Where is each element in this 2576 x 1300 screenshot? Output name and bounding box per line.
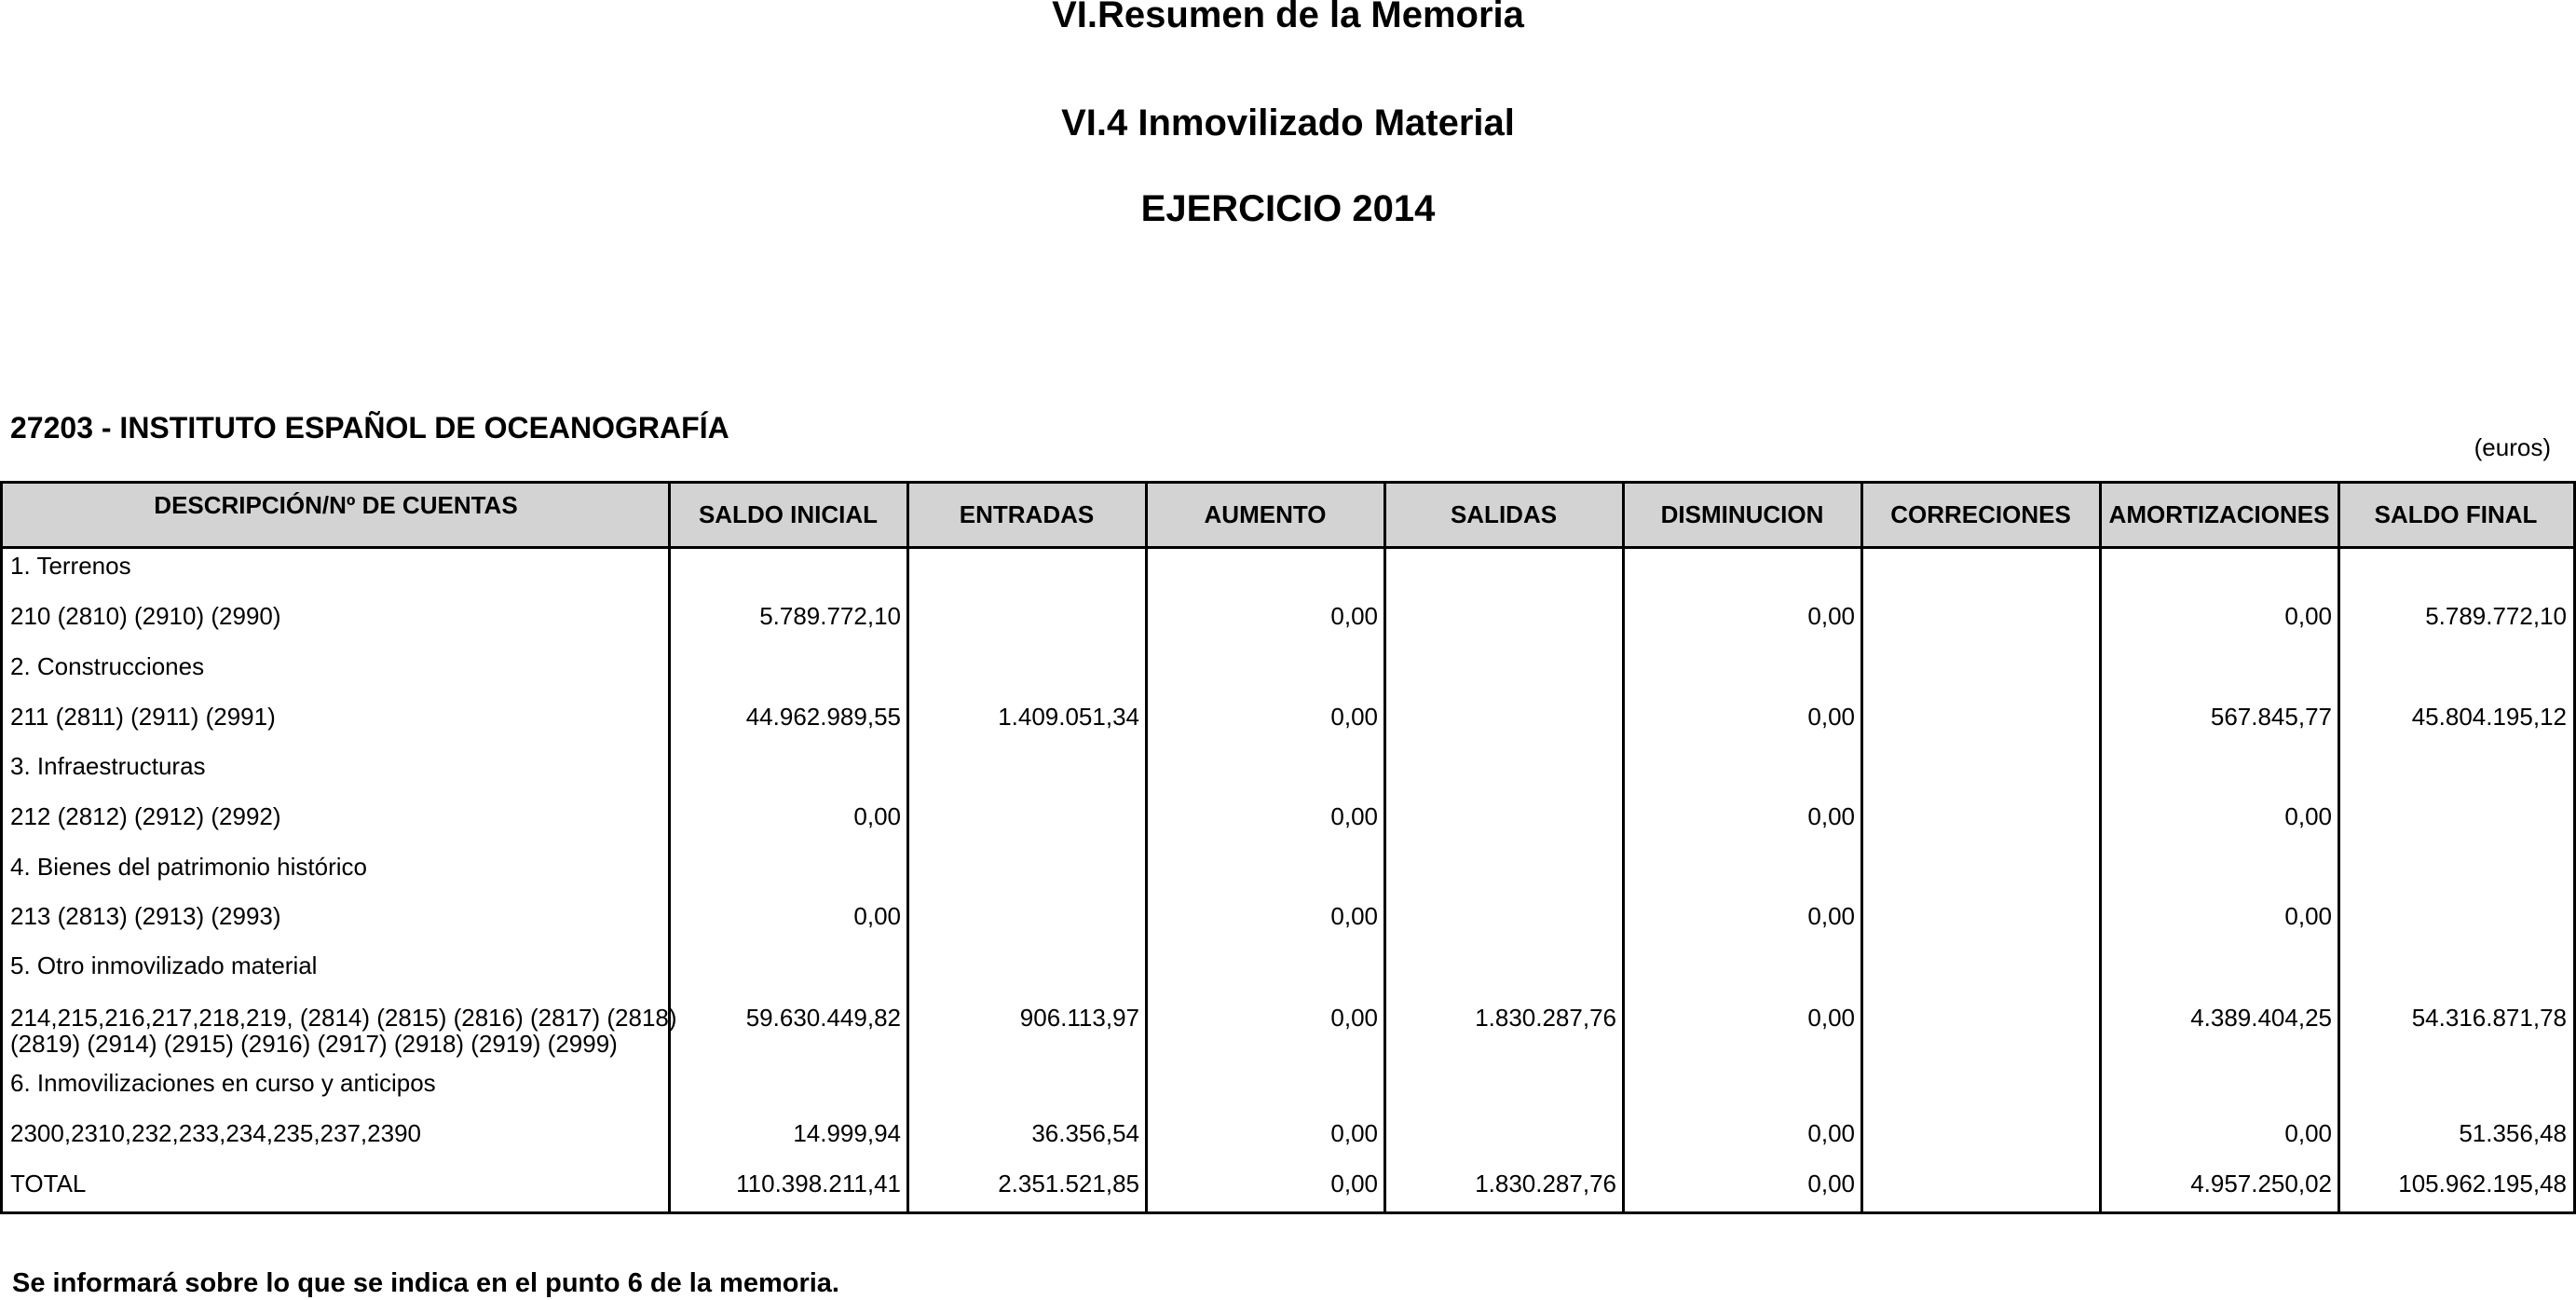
value-cell: 4.957.250,02 [2190,1170,2332,1197]
row-description: 6. Inmovilizaciones en curso y anticipos [10,1069,436,1097]
value-cell: 0,00 [1330,902,1378,930]
row-description: 5. Otro inmovilizado material [10,951,318,979]
value-cell: 1.830.287,76 [1475,1170,1616,1197]
value-cell: 5.789.772,10 [2425,602,2567,630]
value-cell: 0,00 [1807,602,1855,630]
value-cell: 0,00 [1807,1119,1855,1147]
footnote: Se informará sobre lo que se indica en el punto 6 de la memoria. [12,1268,839,1298]
value-cell: 0,00 [1330,1119,1378,1147]
row-description [10,1170,86,1197]
column-divider [2099,484,2102,1211]
row-description [10,1120,421,1146]
fiscal-year-title: EJERCICIO 2014 [1140,188,1436,229]
value-cell: 0,00 [1807,802,1855,830]
column-divider [1860,484,1863,1211]
row-description [10,603,281,629]
value-cell: 0,00 [2284,902,2332,930]
entity-name: 27203 - INSTITUTO ESPAÑOL DE OCEANOGRAFÍA [10,411,729,445]
row-description-line: (2819) (2914) (2915) (2916) (2917) (2918) (2919) (2999) [10,1030,618,1058]
column-divider [1145,484,1148,1211]
column-divider [2337,484,2340,1211]
column-divider [906,484,909,1211]
value-cell: 44.962.989,55 [745,703,901,731]
value-cell: 105.962.195,48 [2398,1170,2567,1197]
row-description [10,803,281,829]
value-cell: 54.316.871,78 [2411,1004,2567,1032]
column-header: DISMINUCION [1660,500,1824,528]
value-cell: 0,00 [1807,902,1855,930]
value-cell: 1.830.287,76 [1475,1004,1616,1032]
column-header: CORRECIONES [1890,500,2071,528]
column-header: SALDO FINAL [2374,500,2538,528]
value-cell: 51.356,48 [2459,1119,2567,1147]
column-header: AMORTIZACIONES [2108,500,2330,528]
table-body [3,484,2573,1211]
table-header-row [3,484,2573,549]
row-description-line: 211 (2811) (2911) (2991) [10,703,276,731]
column-divider [668,484,671,1211]
row-description: 3. Infraestructuras [10,752,206,780]
column-header: SALDO INICIAL [698,500,879,528]
column-divider [1383,484,1386,1211]
value-cell: 0,00 [1330,1170,1378,1197]
value-cell: 36.356,54 [1031,1119,1139,1147]
section-title: VI.4 Inmovilizado Material [1061,103,1515,144]
value-cell: 0,00 [2284,1119,2332,1147]
value-cell: 0,00 [2284,602,2332,630]
value-cell: 0,00 [1807,1170,1855,1197]
row-description-line: 210 (2810) (2910) (2990) [10,602,281,630]
value-cell: 0,00 [853,902,901,930]
currency-units: (euros) [2474,433,2551,461]
column-header: AUMENTO [1204,500,1327,528]
row-description: 1. Terrenos [10,552,131,580]
value-cell: 4.389.404,25 [2190,1004,2332,1032]
row-description-line: 212 (2812) (2912) (2992) [10,802,281,830]
row-description: 2. Construcciones [10,652,205,680]
value-cell: 0,00 [1330,602,1378,630]
row-description-line: 214,215,216,217,218,219, (2814) (2815) (2816) (2817) (2818) [10,1004,677,1032]
column-divider [1622,484,1625,1211]
value-cell: 1.409.051,34 [998,703,1139,731]
report-title: VI.Resumen de la Memoria [1052,0,1524,35]
row-description-line: 2300,2310,232,233,234,235,237,2390 [10,1119,421,1147]
value-cell: 906.113,97 [1019,1004,1139,1032]
value-cell: 2.351.521,85 [998,1170,1139,1197]
row-description: 4. Bienes del patrimonio histórico [10,853,367,881]
value-cell: 5.789.772,10 [759,602,901,630]
row-description [10,704,276,730]
value-cell: 567.845,77 [2210,703,2332,731]
value-cell: 59.630.449,82 [745,1004,901,1032]
row-description [10,903,281,929]
value-cell: 0,00 [1330,703,1378,731]
column-header: SALIDAS [1450,500,1558,528]
value-cell: 45.804.195,12 [2411,703,2567,731]
value-cell: 0,00 [2284,802,2332,830]
row-description [10,1005,677,1057]
row-description-line: 213 (2813) (2913) (2993) [10,902,281,930]
row-description-line: TOTAL [10,1170,87,1197]
value-cell: 110.398.211,41 [736,1170,901,1197]
value-cell: 0,00 [853,802,901,830]
value-cell: 0,00 [1330,1004,1378,1032]
fixed-assets-table [0,481,2576,1214]
value-cell: 0,00 [1330,802,1378,830]
column-header: ENTRADAS [959,500,1095,528]
value-cell: 0,00 [1807,703,1855,731]
column-header: DESCRIPCIÓN/Nº DE CUENTAS [154,491,518,519]
value-cell: 14.999,94 [793,1119,901,1147]
value-cell: 0,00 [1807,1004,1855,1032]
